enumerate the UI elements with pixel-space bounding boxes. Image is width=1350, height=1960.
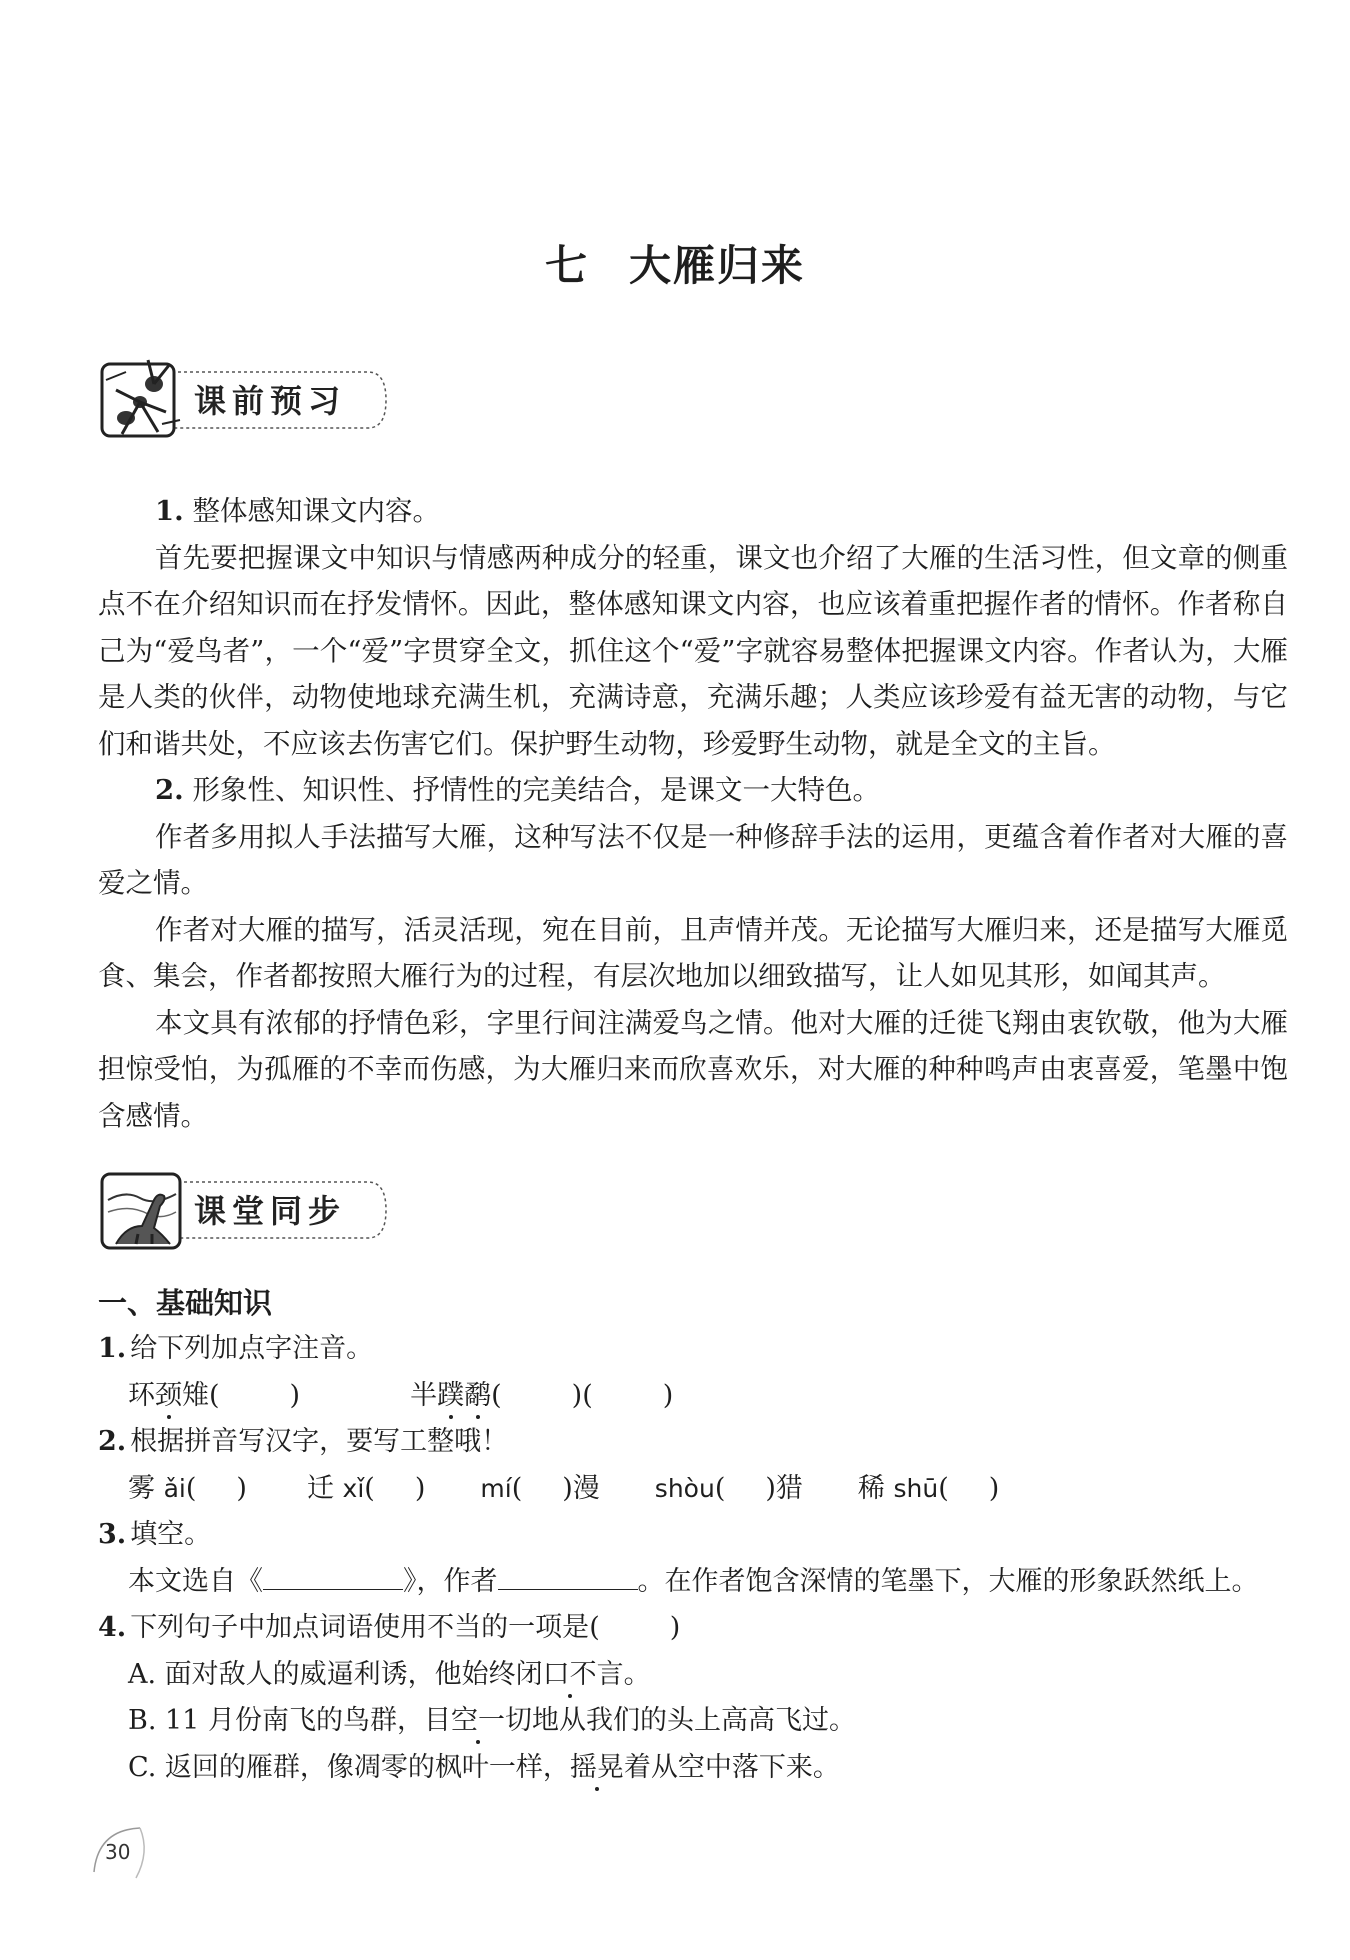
- preview-content: [98, 488, 1288, 1139]
- answer-blank[interactable]: [263, 1559, 403, 1590]
- question-3-sentence: 本文选自《 》，作者 。在作者饱含深情的笔墨下，大雁的形象跃然纸上。: [98, 1559, 1288, 1606]
- question-1: 1. 给下列加点字注音。: [98, 1333, 374, 1364]
- dotted-char: 鹬: [464, 1379, 492, 1411]
- dotted-phrase: 目空一切: [423, 1705, 532, 1736]
- question-4: 4. 下列句子中加点词语使用不当的一项是( ): [98, 1612, 681, 1643]
- preview-paragraph: 作者多用拟人手法描写大雁，这种写法不仅是一种修辞手法的运用，更蕴含着作者对大雁的喜爱之情。: [98, 820, 1288, 899]
- option-b: B. 11 月份南飞的鸟群，目空一切地从我们的头上高高飞过。: [128, 1705, 856, 1736]
- preview-item-2-heading: [98, 767, 1288, 814]
- question-2: 2. 根据拼音写汉字，要写工整哦！: [98, 1426, 509, 1457]
- preview-paragraph: 本文具有浓郁的抒情色彩，字里行间注满爱鸟之情。他对大雁的迁徙飞翔由衷钦敬，他为大雁担惊受怕，为孤雁的不幸而伤感，为大雁归来而欣喜欢乐，对大雁的种种鸣声由衷喜爱，笔墨中饱含感情。: [98, 1006, 1288, 1132]
- preview-item-1-heading: [98, 488, 1288, 535]
- item-number: 1.: [155, 495, 184, 527]
- dotted-char: 蹼: [437, 1379, 465, 1411]
- classroom-section-header: [96, 1160, 396, 1260]
- item-number: 2.: [155, 774, 184, 806]
- option-a: A. 面对敌人的威逼利诱，他始终闭口不言。: [128, 1658, 651, 1690]
- question-1-items: 环颈雉( ) 半蹼鹬( )( ): [128, 1379, 674, 1411]
- dotted-phrase: 闭口不言: [515, 1658, 624, 1690]
- option-c: C. 返回的雁群，像凋零的枫叶一样，摇晃着从空中落下来。: [128, 1751, 840, 1783]
- item-heading-text: 整体感知课文内容。: [192, 495, 440, 527]
- exercises: [98, 1280, 1288, 1791]
- preview-section-label: 课前预习: [194, 382, 347, 420]
- classroom-section-label: 课堂同步: [194, 1192, 347, 1230]
- page-number: 30: [105, 1840, 131, 1864]
- dotted-phrase: 摇晃: [569, 1751, 624, 1783]
- preview-section-header: [96, 350, 396, 450]
- dotted-char: 颈: [155, 1379, 182, 1411]
- exercise-heading: 一、基础知识: [98, 1286, 273, 1320]
- preview-paragraph: 首先要把握课文中知识与情感两种成分的轻重，课文也介绍了大雁的生活习性，但文章的侧重点不在介绍知识而在抒发情怀。因此，整体感知课文内容，也应该着重把握作者的情怀。作者称自己为“爱鸟者”，一个“爱”字贯穿全文，抓住这个“爱”字就容易整体把握课文内容。作者认为，大雁是人类的伙伴，动物使地球充满生机，充满诗意，充满乐趣；人类应该珍爱有益无害的动物，与它们和谐共处，不应该去伤害它们。保护野生动物，珍爱野生动物，就是全文的主旨。: [98, 541, 1288, 760]
- question-2-items: 雾 ǎi( ) 迁 xǐ( ) mí( )漫 shòu( )猎 稀 shū( ): [128, 1472, 1000, 1504]
- question-3: 3. 填空。: [98, 1519, 212, 1550]
- item-heading-text: 形象性、知识性、抒情性的完美结合，是课文一大特色。: [192, 774, 880, 806]
- lesson-number: 七: [544, 241, 589, 291]
- preview-paragraph: 作者对大雁的描写，活灵活现，宛在目前，且声情并茂。无论描写大雁归来，还是描写大雁觅食、集会，作者都按照大雁行为的过程，有层次地加以细致描写，让人如见其形，如闻其声。: [98, 913, 1288, 992]
- lesson-title: 大雁归来: [629, 241, 806, 291]
- answer-blank[interactable]: [498, 1559, 638, 1590]
- page-title: [0, 233, 1350, 293]
